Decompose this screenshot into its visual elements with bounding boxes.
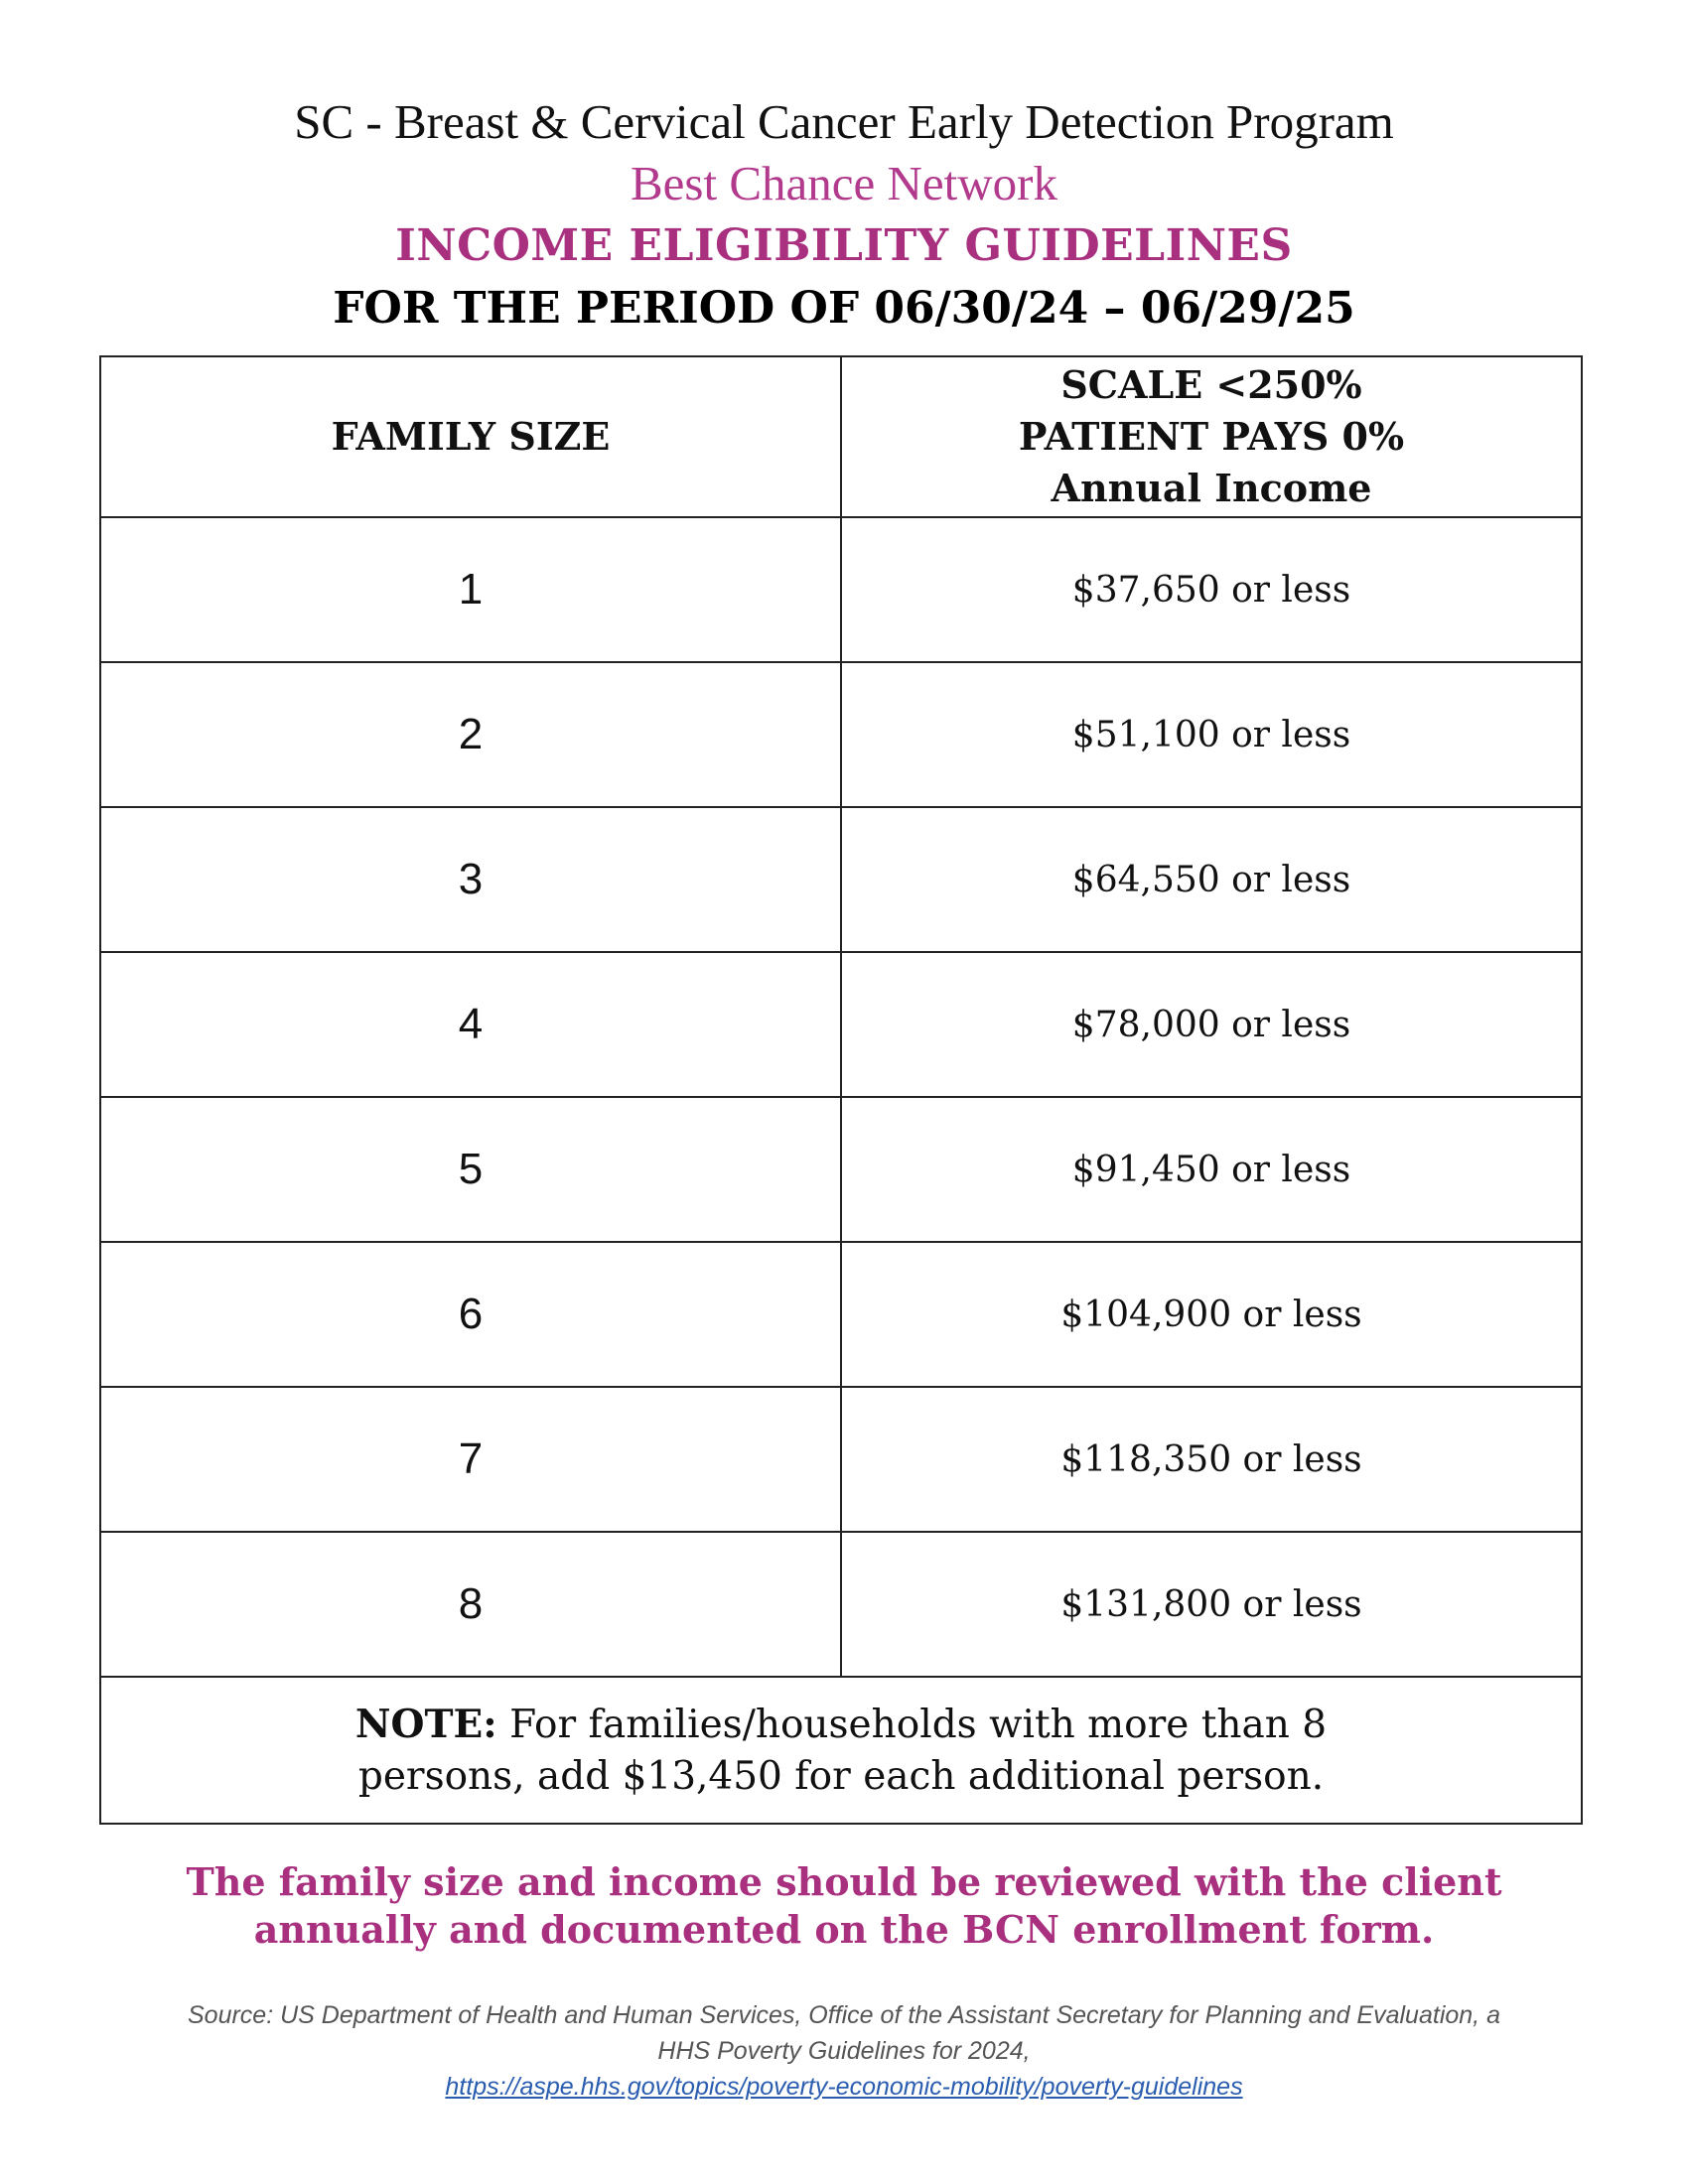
income-limit-cell: $64,550 or less (841, 807, 1582, 952)
review-line-2: annually and documented on the BCN enrollment form. (253, 1907, 1435, 1952)
family-size-cell: 7 (100, 1387, 841, 1532)
table-row (100, 952, 1582, 1097)
income-limit-cell: $91,450 or less (841, 1097, 1582, 1242)
review-notice (0, 1858, 1688, 1954)
eligibility-table (99, 355, 1583, 1825)
period-title: FOR THE PERIOD OF 06/30/24 – 06/29/25 (333, 283, 1355, 334)
note-text-1: For families/households with more than 8 (509, 1702, 1328, 1747)
table-row (100, 1532, 1582, 1677)
scale-label: SCALE <250% (1060, 362, 1362, 407)
source-line-1: Source: US Department of Health and Human Services, Office of the Assistant Secretary for Planning and Evaluation, a (188, 2001, 1500, 2029)
income-limit-cell: $104,900 or less (841, 1242, 1582, 1387)
family-size-cell: 1 (100, 517, 841, 662)
note-label: NOTE: (354, 1701, 497, 1747)
table-header-row (100, 356, 1582, 517)
network-name: Best Chance Network (631, 156, 1057, 210)
family-size-cell: 2 (100, 662, 841, 807)
poverty-guidelines-link[interactable]: https://aspe.hhs.gov/topics/poverty-economic-mobility/poverty-guidelines (445, 2073, 1243, 2101)
income-limit-cell: $78,000 or less (841, 952, 1582, 1097)
annual-income-label: Annual Income (1051, 466, 1372, 510)
patient-pays-label: PATIENT PAYS 0% (1018, 414, 1405, 459)
table-row (100, 1242, 1582, 1387)
note-line-1 (101, 1699, 1581, 1751)
table-row (100, 1097, 1582, 1242)
document-header (0, 91, 1688, 340)
income-scale-header (841, 356, 1582, 517)
family-size-cell: 5 (100, 1097, 841, 1242)
family-size-header: FAMILY SIZE (100, 356, 841, 517)
table-row (100, 1387, 1582, 1532)
source-citation (0, 1997, 1688, 2105)
family-size-cell: 3 (100, 807, 841, 952)
income-limit-cell: $131,800 or less (841, 1532, 1582, 1677)
family-size-cell: 8 (100, 1532, 841, 1677)
note-cell (100, 1677, 1582, 1824)
table-row (100, 807, 1582, 952)
note-text-2: persons, add $13,450 for each additional person. (357, 1753, 1325, 1799)
income-limit-cell: $37,650 or less (841, 517, 1582, 662)
family-size-cell: 6 (100, 1242, 841, 1387)
guidelines-title: INCOME ELIGIBILITY GUIDELINES (395, 220, 1293, 271)
source-line-2 (0, 2033, 1688, 2105)
family-size-cell: 4 (100, 952, 841, 1097)
program-title: SC - Breast & Cervical Cancer Early Detection Program (294, 94, 1394, 149)
note-row (100, 1677, 1582, 1824)
income-limit-cell: $51,100 or less (841, 662, 1582, 807)
review-line-1: The family size and income should be reviewed with the client (186, 1859, 1502, 1904)
table-row (100, 662, 1582, 807)
source-prefix: HHS Poverty Guidelines for 2024, (657, 2037, 1031, 2065)
income-limit-cell: $118,350 or less (841, 1387, 1582, 1532)
table-row (100, 517, 1582, 662)
